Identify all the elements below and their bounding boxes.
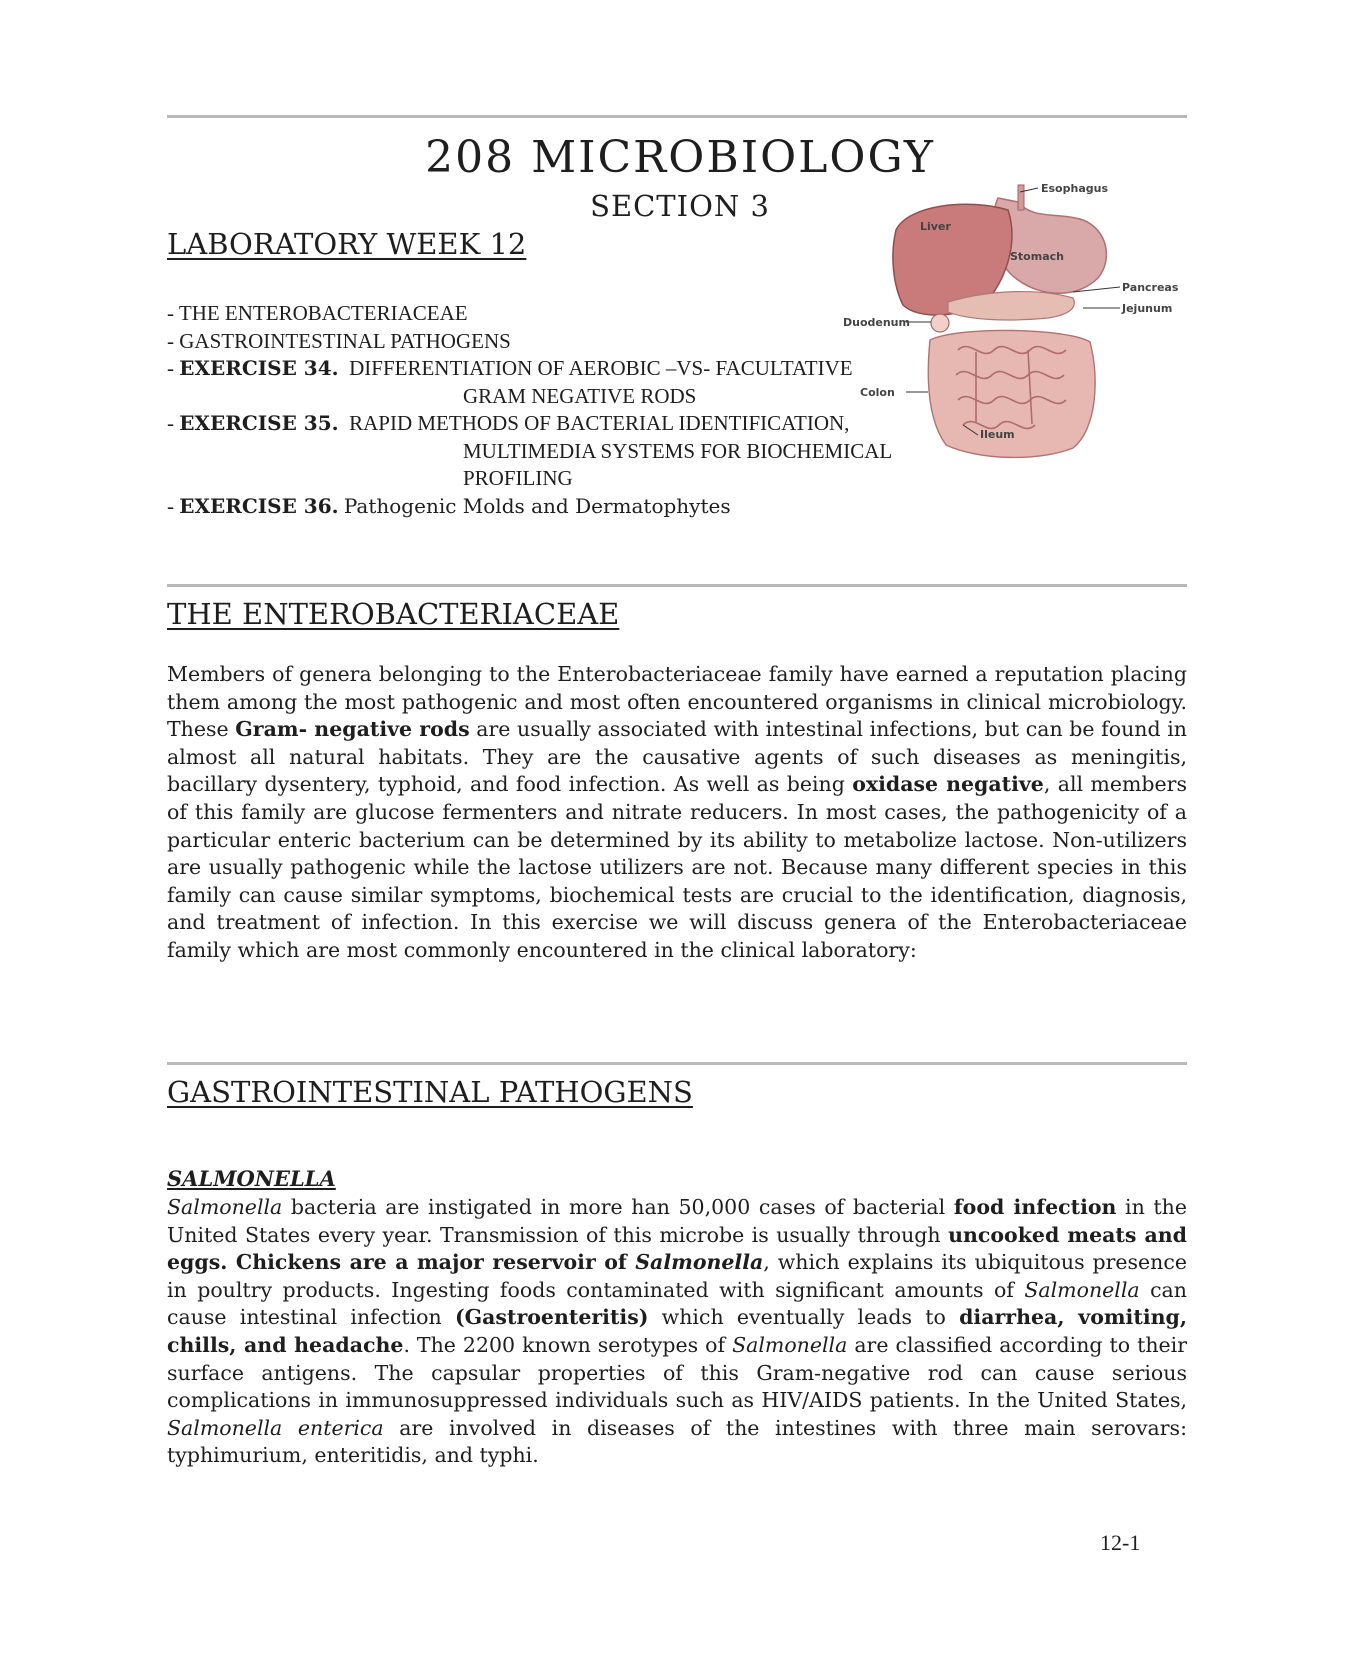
label-esophagus: Esophagus bbox=[1041, 182, 1108, 195]
section-subtitle: SECTION 3 bbox=[590, 189, 770, 223]
exercise-35-title: RAPID METHODS OF BACTERIAL IDENTIFICATION, bbox=[349, 411, 850, 435]
topic-item: - THE ENTEROBACTERIACEAE bbox=[167, 301, 468, 325]
exercise-35-label: EXERCISE 35. bbox=[179, 411, 339, 435]
exercise-36-label: EXERCISE 36. bbox=[179, 493, 339, 518]
topic-item: - GASTROINTESTINAL PATHOGENS bbox=[167, 328, 511, 353]
exercise-36-item: - EXERCISE 36. Pathogenic Molds and Dermatophytes bbox=[167, 493, 731, 518]
label-liver: Liver bbox=[920, 220, 951, 233]
exercise-35-title-cont: MULTIMEDIA SYSTEMS FOR BIOCHEMICAL bbox=[463, 438, 893, 463]
exercise-35-item: - EXERCISE 35. RAPID METHODS OF BACTERIAL IDENTIFICATION, bbox=[167, 411, 850, 435]
enterobacteriaceae-heading: THE ENTEROBACTERIACEAE bbox=[167, 597, 620, 631]
label-jejunum: Jejunum bbox=[1122, 302, 1173, 315]
digestive-system-figure bbox=[843, 180, 1179, 470]
exercise-34-title-cont: GRAM NEGATIVE RODS bbox=[463, 383, 697, 408]
section-divider bbox=[167, 1062, 1187, 1065]
exercise-34-title: DIFFERENTIATION OF AEROBIC –VS- FACULTATIVE bbox=[349, 356, 853, 380]
gi-pathogens-heading: GASTROINTESTINAL PATHOGENS bbox=[167, 1075, 693, 1109]
label-pancreas: Pancreas bbox=[1122, 281, 1179, 294]
section-divider bbox=[167, 584, 1187, 587]
page-number: 12-1 bbox=[1100, 1530, 1141, 1555]
exercise-35-title-cont: PROFILING bbox=[463, 466, 573, 490]
label-colon: Colon bbox=[860, 386, 895, 399]
enterobacteriaceae-paragraph: Members of genera belonging to the Enterobacteriaceae family have earned a reputation placing them among the most pathogenic and most often encountered organisms in clinical microbiology. These Gram- negative rods are usually associated with intestinal infections, but can be found in almost all natural habitats. They are the causative agents of such diseases as meningitis, bacillary dysentery, typhoid, and food infection. As well as being oxidase negative, all members of this family are glucose fermenters and nitrate reducers. In most cases, the pathogenicity of a particular enteric bacterium can be determined by its ability to metabolize lactose. Non-utilizers are usually pathogenic while the lactose utilizers are not. Because many different species in this family can cause similar symptoms, biochemical tests are crucial to the identification, diagnosis, and treatment of infection. In this exercise we will discuss genera of the Enterobacteriaceae family which are most commonly encountered in the clinical laboratory: bbox=[167, 662, 1187, 962]
lab-week-heading: LABORATORY WEEK 12 bbox=[167, 227, 527, 261]
salmonella-paragraph: Salmonella bacteria are instigated in more han 50,000 cases of bacterial food infection in the United States every year. Transmission of this microbe is usually through uncooked meats and eggs. Chickens are a major reservoir of Salmonella, which explains its ubiquitous presence in poultry products. Ingesting foods contaminated with significant amounts of Salmonella can cause intestinal infection (Gastroenteritis) which eventually leads to diarrhea, vomiting, chills, and headache. The 2200 known serotypes of Salmonella are classified according to their surface antigens. The capsular properties of this Gram-negative rod can cause serious complications in immunosuppressed individuals such as HIV/AIDS patients. In the United States, Salmonella enterica are involved in diseases of the intestines with three main serovars: typhimurium, enteritidis, and typhi. bbox=[167, 1195, 1188, 1468]
exercise-36-title: Pathogenic Molds and Dermatophytes bbox=[343, 493, 731, 518]
exercise-34-item: - EXERCISE 34. DIFFERENTIATION OF AEROBIC –VS- FACULTATIVE bbox=[167, 356, 853, 380]
label-ileum: Ileum bbox=[980, 428, 1015, 441]
topics-list bbox=[167, 300, 927, 520]
top-divider bbox=[167, 115, 1187, 118]
exercise-34-label: EXERCISE 34. bbox=[179, 356, 339, 380]
salmonella-subheading: SALMONELLA bbox=[167, 1166, 336, 1191]
label-duodenum: Duodenum bbox=[843, 316, 910, 329]
label-stomach: Stomach bbox=[1010, 250, 1064, 263]
page-title: 208 MICROBIOLOGY bbox=[425, 132, 935, 183]
